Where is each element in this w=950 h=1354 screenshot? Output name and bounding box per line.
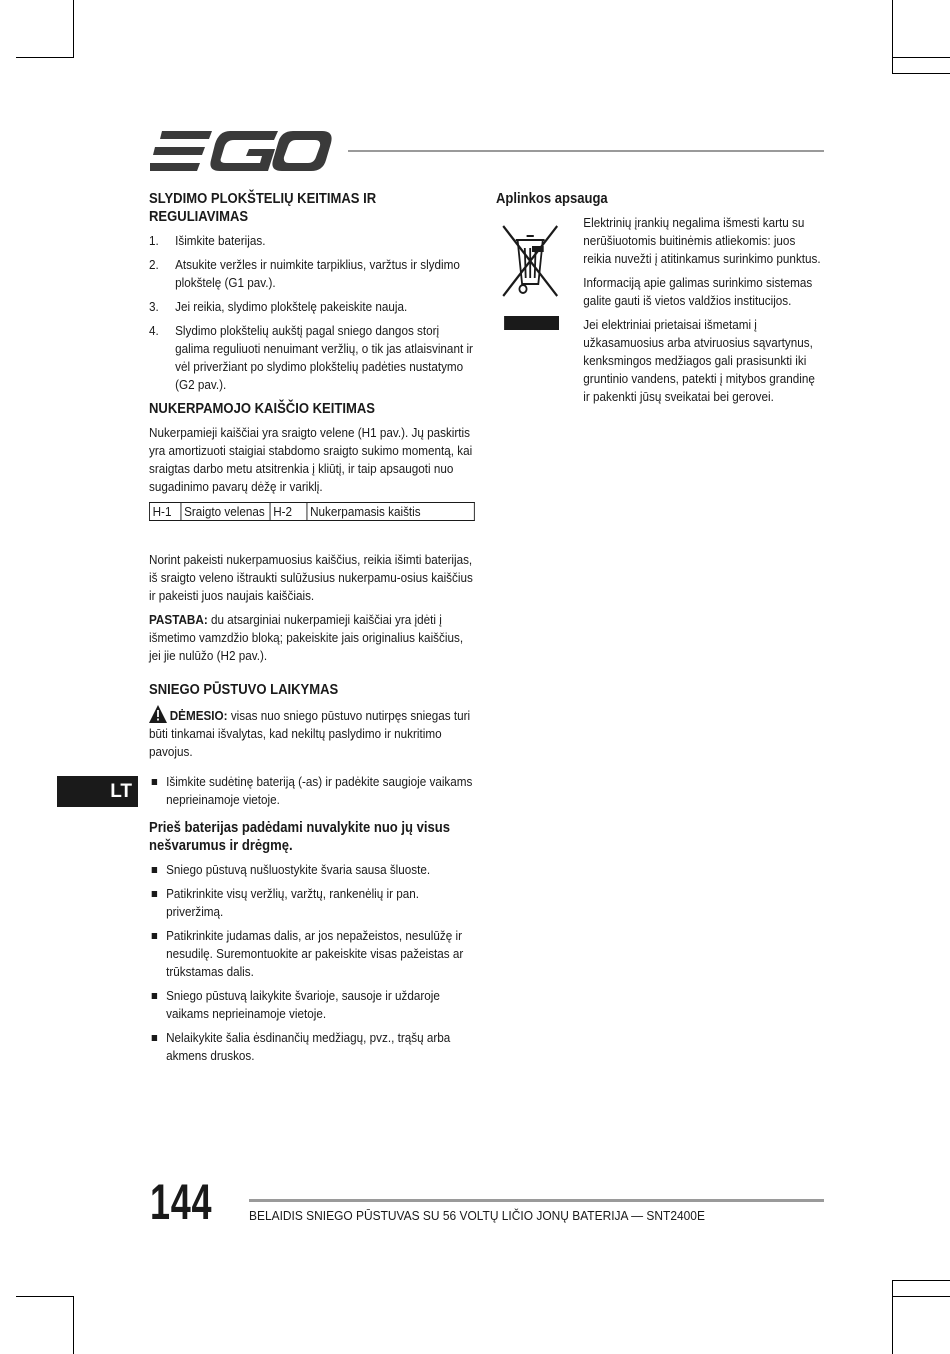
crop-mark: [892, 1296, 950, 1297]
step-text: Išimkite baterijas.: [175, 233, 266, 248]
crop-mark: [73, 0, 74, 58]
language-code: LT: [110, 781, 132, 802]
crop-mark: [892, 1280, 950, 1281]
bullet-square-icon: [152, 891, 157, 897]
step-number: 1.: [149, 233, 159, 248]
list-item: [149, 256, 475, 292]
bullet-text: Išimkite sudėtinę bateriją (-as) ir padėkite saugioje vaikams neprieinamoje vietoje.: [166, 774, 473, 807]
crop-mark: [73, 1296, 74, 1354]
parts-table: [149, 502, 475, 521]
list-item: [149, 1029, 475, 1065]
storage-bullets: [149, 773, 475, 809]
crop-mark: [16, 57, 74, 58]
bullet-square-icon: [152, 1035, 157, 1041]
crop-mark: [892, 0, 893, 74]
step-text: Slydimo plokštelių aukštį pagal sniego dangos storį galima reguliuoti nenuimant veržlių, o tik jas atlaisvinant ir vėl priveržiant po slydimo plokštelių padėties nustatymo (G2 pav.).: [175, 323, 473, 392]
part-code: H-2: [270, 503, 307, 521]
footer-rule: [249, 1199, 824, 1202]
environment-block: [496, 214, 824, 406]
bullet-text: Patikrinkite judamas dalis, ar jos nepažeistos, nesulūžę ir nesudilę. Suremontuokite ar pakeiskite visas pažeistas ar trūkstamas dalis.: [166, 928, 464, 979]
footer-title: BELAIDIS SNIEGO PŪSTUVAS SU 56 VOLTŲ LIČIO JONŲ BATERIJA — SNT2400E: [249, 1208, 705, 1223]
right-column: [496, 190, 824, 412]
crop-mark: [892, 57, 950, 58]
bullet-text: Nelaikykite šalia ėsdinančių medžiagų, pvz., trąšų arba akmens druskos.: [166, 1030, 451, 1063]
list-item: [149, 861, 475, 879]
step-text: Jei reikia, slydimo plokštelę pakeiskite nauja.: [175, 299, 408, 314]
list-item: [149, 885, 475, 921]
section-title-line: REGULIAVIMAS: [149, 209, 249, 225]
step-number: 2.: [149, 257, 159, 272]
step-number: 3.: [149, 299, 159, 314]
environment-paragraph: Informaciją apie galimas surinkimo sistemas galite gauti iš vietos valdžios institucijos.: [583, 275, 813, 308]
storage-warning: [149, 705, 475, 761]
environment-paragraph: Elektrinių įrankių negalima išmesti kartu su nerūšiuotomis buitinėmis atliekomis: juos reikia nuvežti į atitinkamus surinkimo punktus.: [583, 215, 821, 266]
crop-mark: [16, 1296, 74, 1297]
note-text: du atsarginiai nukerpamieji kaiščiai yra įdėti į išmetimo vamzdžio bloką; pakeiskite jais originalius kaiščius, jei jie nulūžo (H2 pav.).: [149, 612, 464, 663]
bullet-square-icon: [152, 779, 157, 785]
section-title-cleaning: Prieš baterijas padėdami nuvalykite nuo jų visus nešvarumus ir drėgmę.: [149, 820, 450, 854]
weee-crossed-bin-icon: [496, 220, 564, 346]
list-item: [149, 927, 475, 981]
part-label: Nukerpamasis kaištis: [307, 503, 474, 521]
crop-mark: [892, 73, 950, 74]
crop-mark: [892, 1280, 893, 1354]
warning-text: visas nuo sniego pūstuvo nutirpęs sniegas turi būti tinkamai išvalytas, kad nekiltų paslydimo ir nukritimo pavojus.: [149, 708, 471, 759]
section-title-storage: SNIEGO PŪSTUVO LAIKYMAS: [149, 682, 339, 698]
table-row: [149, 503, 474, 521]
bullet-square-icon: [152, 993, 157, 999]
cleaning-bullets: [149, 861, 475, 1065]
bullet-text: Sniego pūstuvą nušluostykite švaria sausa šluoste.: [166, 862, 431, 877]
part-label: Sraigto velenas: [181, 503, 270, 521]
note-label: PASTABA:: [149, 612, 208, 627]
header-rule: [348, 150, 824, 152]
section-title-environment: Aplinkos apsauga: [496, 191, 608, 207]
ego-logo: [150, 128, 332, 174]
shear-pin-intro: Nukerpamieji kaiščiai yra sraigto velene (H1 pav.). Jų paskirtis yra amortizuoti staigiai stabdomo sraigto sukimo momentą, kai sraigtas darbo metu atsitrenkia į kliūtį, ir taip apsaugoti nuo sugadinimo pavarų dėžę ir variklį.: [149, 425, 473, 494]
part-code: H-1: [149, 503, 181, 521]
bullet-text: Patikrinkite visų veržlių, varžtų, rankenėlių ir pan. priveržimą.: [166, 886, 420, 919]
bullet-square-icon: [152, 867, 157, 873]
language-tab: [57, 776, 138, 807]
step-text: Atsukite veržles ir nuimkite tarpiklius, varžtus ir slydimo plokštelę (G1 pav.).: [175, 257, 460, 290]
bullet-text: Sniego pūstuvą laikykite švarioje, sausoje ir uždaroje vaikams neprieinamoje vietoje.: [166, 988, 440, 1021]
list-item: [149, 232, 475, 250]
skid-plate-steps: [149, 232, 475, 394]
list-item: [149, 322, 475, 394]
environment-text: [583, 214, 823, 406]
warning-triangle-icon: [149, 705, 167, 723]
warning-label: DĖMESIO:: [169, 708, 228, 723]
section-title-skid-plates: [149, 190, 475, 226]
shear-pin-note: [149, 611, 475, 665]
bullet-square-icon: [152, 933, 157, 939]
section-title-line: SLYDIMO PLOKŠTELIŲ KEITIMAS IR: [149, 191, 377, 207]
left-column: [149, 190, 475, 1071]
list-item: [149, 298, 475, 316]
environment-paragraph: Jei elektriniai prietaisai išmetami į užkasamuosius arba atviruosius sąvartynus, kenksmingos medžiagos gali prasisunkti iki gruntinio vandens, patekti į mitybos grandinę ir pakenkti jūsų sveikatai bei gerovei.: [583, 317, 815, 404]
section-title-shear-pin: NUKERPAMOJO KAIŠČIO KEITIMAS: [149, 401, 375, 417]
list-item: [149, 987, 475, 1023]
step-number: 4.: [149, 323, 159, 338]
shear-pin-replace-text: Norint pakeisti nukerpamuosius kaiščius, reikia išimti baterijas, iš sraigto veleno ištraukti sulūžusius nukerpamu-osius kaiščius ir pakeisti juos naujais kaiščiais.: [149, 552, 473, 603]
page-number: 144: [150, 1174, 213, 1230]
list-item: [149, 773, 475, 809]
